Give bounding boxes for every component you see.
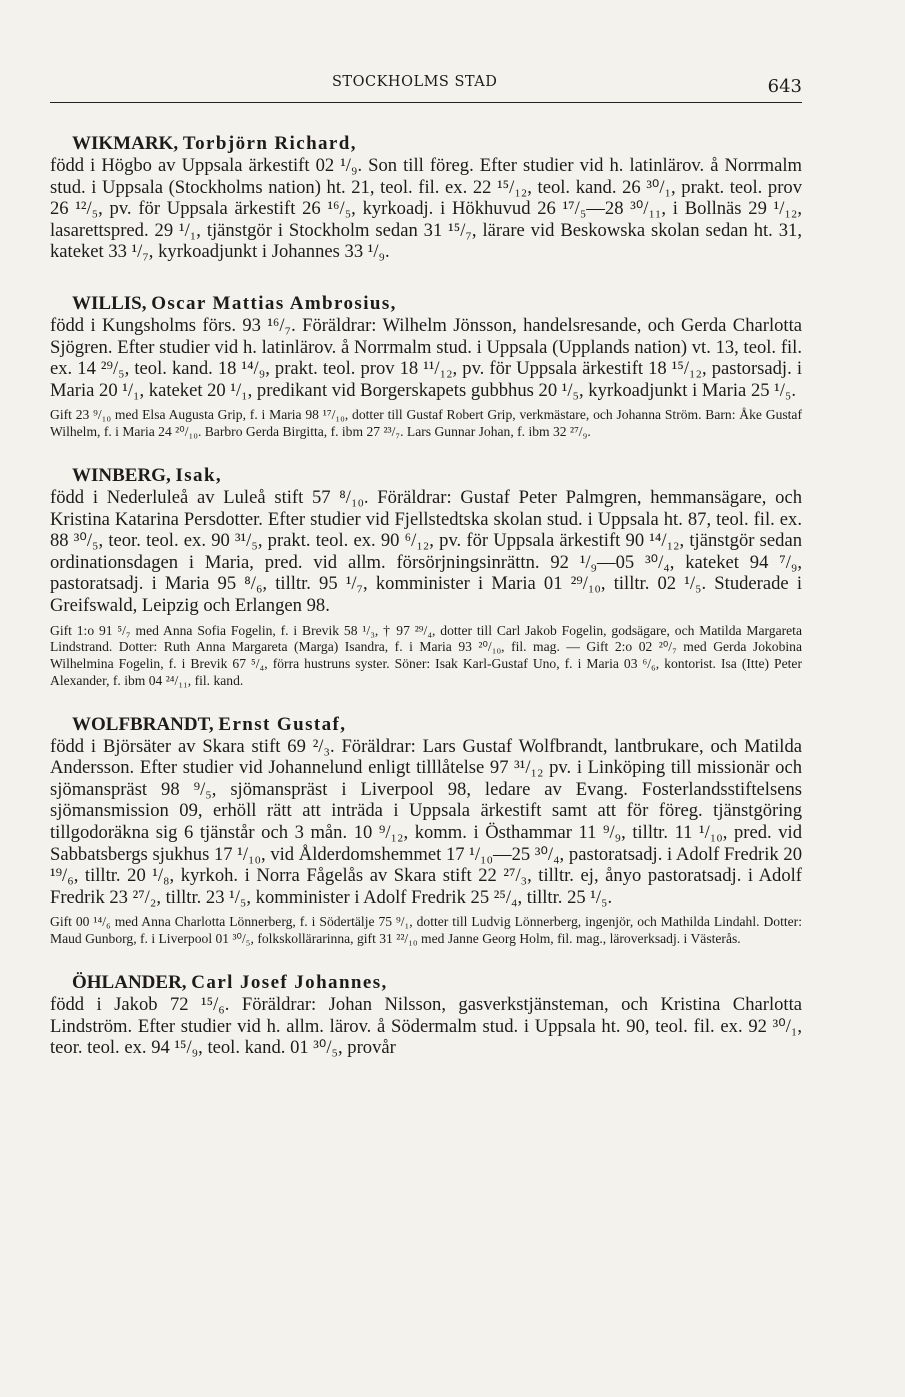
entry-name [50,293,802,315]
entry-family: Gift 1:o 91 ⁵/₇ med Anna Sofia Fogelin, f. i Brevik 58 ¹/₃, † 97 ²⁹/₄, dotter till Carl Jakob Fogelin, godsägare, och Matilda Margareta Lindstrand. Dotter: Ruth Anna Margareta (Marga) Isandra, f. i Maria 93 ²⁰/₁₀, fil. mag. — Gift 2:o 02 ²⁰/₇ med Gerda Jokobina Wilhelmina Fogelin, f. i Brevik 67 ⁵/₄, förra hustruns syster. Söner: Isak Karl-Gustaf Uno, f. i Maria 03 ⁶/₆, kontorist. Isa (Itte) Peter Alexander, f. ibm 04 ²⁴/₁₁, fil. kand. [50,622,802,688]
running-title: STOCKHOLMS STAD [332,74,498,90]
entry-willis [50,293,802,441]
entry-ohlander [50,972,802,1059]
entry-biography: född i Björsäter av Skara stift 69 ²/₃. Föräldrar: Lars Gustaf Wolfbrandt, lantbrukare, och Matilda Andersson. Efter studier vid Johannelund enligt tilllåtelse 97 ³¹/₁₂ pv. i Linköping till missionär och sjömanspräst 98 ⁹/₅, sjömanspräst i Liverpool 98, ledare av Evang. Fosterlandsstiftelsens sjömansmission 09, erhöll rätt att inträda i Uppsala ärkestift samt att för föreg. tjänstgöring tillgodoräkna sig 6 tjänstår och 3 mån. 10 ⁹/₁₂, komm. i Östhammar 11 ⁹/₉, tilltr. 11 ¹/₁₀, pred. vid Sabbatsbergs sjukhus 17 ¹/₁₀, vid Ålderdomshemmet 17 ¹/₁₀—25 ³⁰/₄, pastoratsadj. i Adolf Fredrik 20 ¹⁹/₆, tilltr. 20 ¹/₈, kyrkoh. i Norra Fågelås av Skara stift 22 ²⁷/₃, tilltr. ej, ånyo pastoratsadj. i Adolf Fredrik 23 ²⁷/₂, tilltr. 23 ¹/₅, komminister i Adolf Fredrik 25 ²⁵/₄, tilltr. 25 ¹/₅. [50,735,802,908]
entry-biography: född i Nederluleå av Luleå stift 57 ⁸/₁₀. Föräldrar: Gustaf Peter Palmgren, hemmansägare, och Kristina Katarina Persdotter. Efter studier vid Fjellstedtska skolan stud. i Uppsala ht. 87, teol. fil. ex. 88 ³⁰/₅, teor. teol. ex. 90 ³¹/₅, prakt. teol. ex. 90 ⁶/₁₂, pv. för Uppsala ärkestift 90 ¹⁴/₁₂, tjänstgör sedan ordinationsdagen i Maria, pred. vid allm. försörjningsinrättn. 92 ¹/₉—05 ³⁰/₄, kateket 94 ⁷/₉, pastoratsadj. i Maria 95 ⁸/₆, tilltr. 95 ¹/₇, komminister i Maria 01 ²⁹/₁₀, tilltr. 02 ¹/₅. Studerade i Greifswald, Leipzig och Erlangen 98. [50,486,802,616]
entry-name [50,465,802,487]
entry-wolfbrandt [50,714,802,948]
entry-biography: född i Jakob 72 ¹⁵/₆. Föräldrar: Johan Nilsson, gasverkstjänsteman, och Kristina Charlotta Lindström. Efter studier vid h. allm. lärov. å Södermalm stud. i Uppsala ht. 90, teol. fil. ex. 92 ³⁰/₁, teor. teol. ex. 94 ¹⁵/₉, teol. kand. 01 ³⁰/₅, provår [50,994,802,1059]
entry-given-names: Ernst Gustaf, [218,713,347,735]
entry-name [50,133,802,155]
entry-family: Gift 23 ⁹/₁₀ med Elsa Augusta Grip, f. i Maria 98 ¹⁷/₁₀, dotter till Gustaf Robert Grip, verkmästare, och Johanna Ström. Barn: Åke Gustaf Wilhelm, f. i Maria 24 ²⁰/₁₀. Barbro Gerda Birgitta, f. ibm 27 ²³/₇. Lars Gunnar Johan, f. ibm 32 ²⁷/₉. [50,407,802,440]
entry-name [50,714,802,736]
entry-given-names: Isak, [175,464,223,486]
entry-family: Gift 00 ¹⁴/₆ med Anna Charlotta Lönnerberg, f. i Södertälje 75 ⁹/₁, dotter till Ludvig Lönnerberg, ingenjör, och Mathilda Lindahl. Dotter: Maud Gunborg, f. i Liverpool 01 ³⁰/₅, folkskollärarinna, gift 31 ²²/₁₀ med Janne Georg Holm, fil. mag., läroverksadj. i Västerås. [50,914,802,947]
entry-given-names: Oscar Mattias Ambrosius, [151,292,397,314]
page [50,70,802,1059]
entry-biography: född i Högbo av Uppsala ärkestift 02 ¹/₉. Son till föreg. Efter studier vid h. latinlärov. å Norrmalm stud. i Uppsala (Stockholms nation) ht. 21, teol. fil. ex. 22 ¹⁵/₁₂, teol. kand. 26 ³⁰/₁, prakt. teol. prov 26 ¹²/₅, pv. för Uppsala ärkestift 26 ¹⁶/₅, kyrkoadj. i Hökhuvud 26 ¹⁷/₅—28 ³⁰/₁₁, i Bollnäs 29 ¹/₁₂, lasarettspred. 29 ¹/₁, tjänstgör i Stockholm sedan 31 ¹⁵/₇, lärare vid Beskowska skolan sedan ht. 31, kateket 33 ¹/₇, kyrkoadjunkt i Johannes 33 ¹/₉. [50,155,802,263]
entry-surname: WIKMARK, [72,133,179,154]
entry-biography: född i Kungsholms förs. 93 ¹⁶/₇. Föräldrar: Wilhelm Jönsson, handelsresande, och Gerda Charlotta Sjögren. Efter studier vid h. latinlärov. å Norrmalm stud. i Uppsala (Upplands nation) vt. 13, teol. fil. ex. 14 ²⁹/₅, teol. kand. 18 ¹⁴/₉, prakt. teol. prov 18 ¹¹/₁₂, pv. för Uppsala ärkestift 18 ¹⁵/₁₂, pastorsadj. i Maria 20 ¹/₁, kateket 20 ¹/₁, predikant vid Borgerskapets gubbhus 20 ¹/₅, kyrkoadjunkt i Maria 25 ¹/₅. [50,314,802,401]
entry-surname: ÖHLANDER, [72,972,187,994]
entry-surname: WINBERG, [72,464,171,486]
entry-given-names: Carl Josef Johannes, [191,972,388,994]
entry-surname: WILLIS, [72,292,147,314]
entry-surname: WOLFBRANDT, [72,713,214,735]
running-header [50,70,802,103]
entry-name [50,972,802,994]
entry-wikmark [50,133,802,263]
entry-winberg [50,465,802,690]
page-number: 643 [767,76,802,97]
entry-given-names: Torbjörn Richard, [182,133,357,154]
